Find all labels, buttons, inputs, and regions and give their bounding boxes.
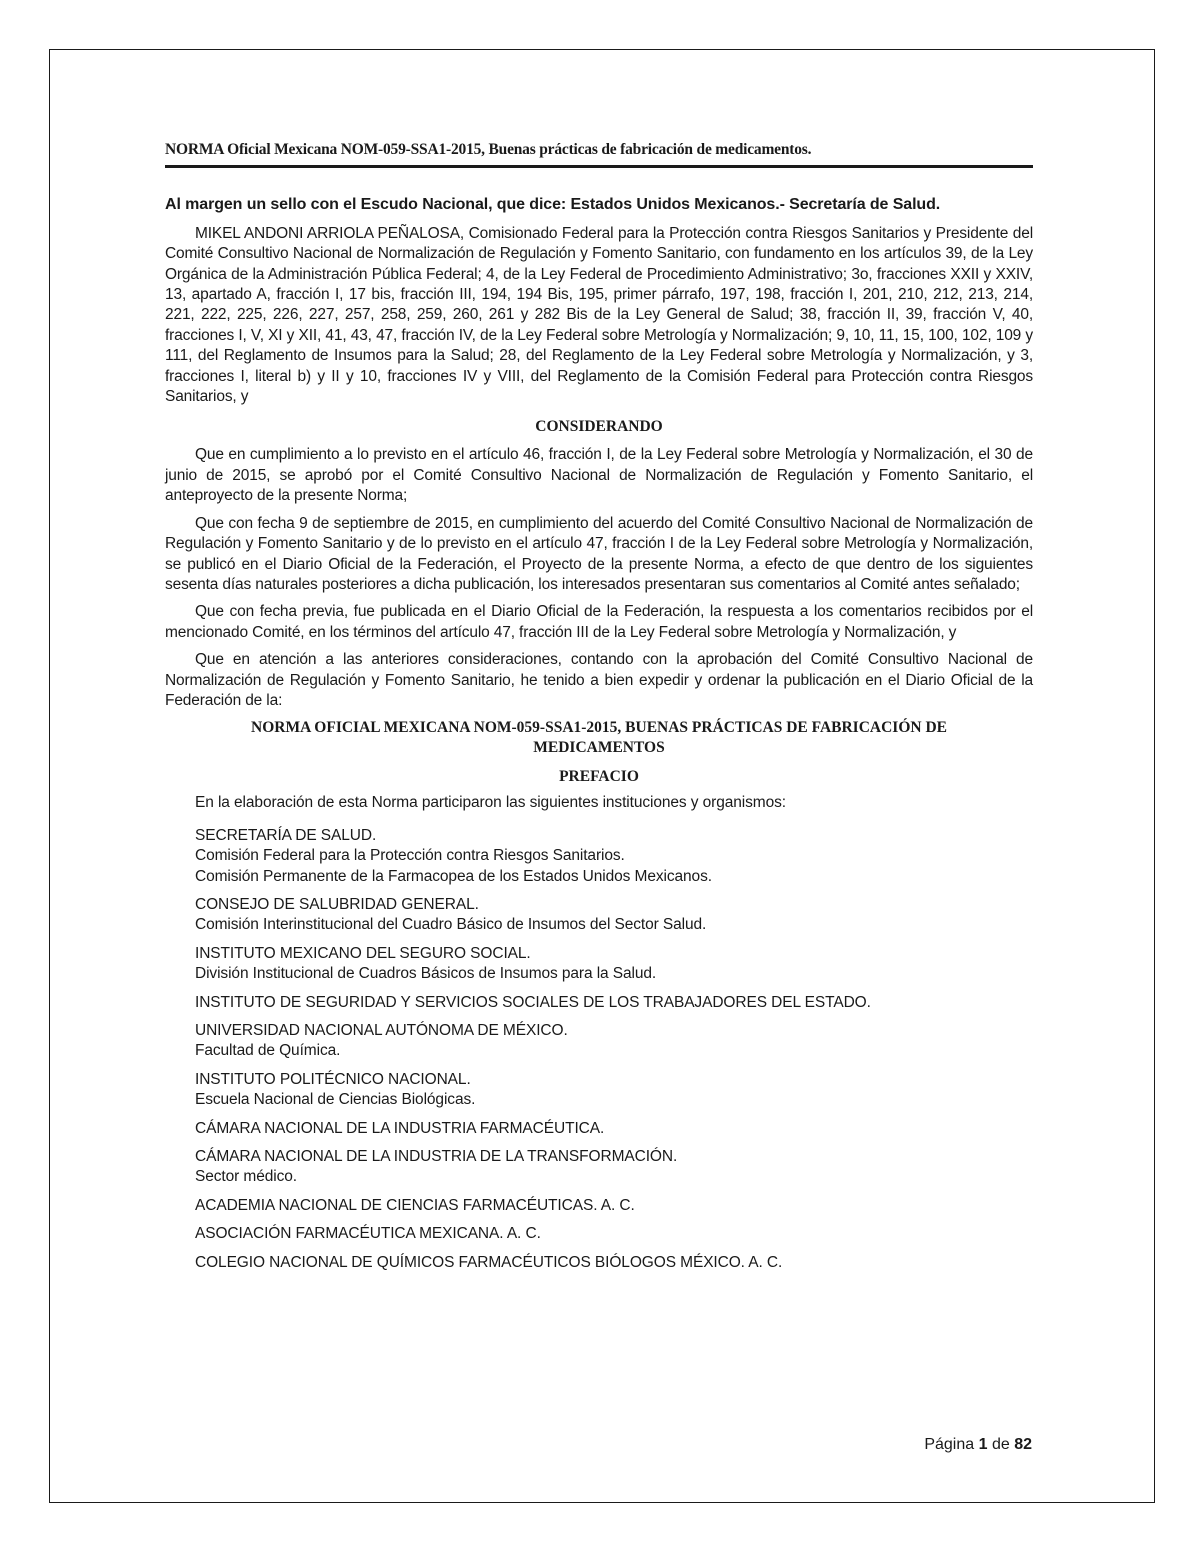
- institution-cnqfb: [165, 1253, 1033, 1273]
- total-pages: 82: [1014, 1436, 1032, 1453]
- institution-line: ACADEMIA NACIONAL DE CIENCIAS FARMACÉUTICAS. A. C.: [195, 1196, 635, 1214]
- institution-line: Comisión Federal para la Protección contra Riesgos Sanitarios.: [195, 847, 625, 865]
- institution-line: INSTITUTO POLITÉCNICO NACIONAL.: [195, 1070, 471, 1088]
- prefacio-heading: PREFACIO: [559, 768, 639, 786]
- institution-line: Sector médico.: [195, 1168, 297, 1186]
- institution-canifarma: [165, 1119, 1033, 1139]
- institution-line: INSTITUTO DE SEGURIDAD Y SERVICIOS SOCIALES DE LOS TRABAJADORES DEL ESTADO.: [195, 993, 871, 1011]
- institution-unam: [165, 1021, 1033, 1062]
- institution-afm: [165, 1224, 1033, 1244]
- seal-note: Al margen un sello con el Escudo Nacional, que dice: Estados Unidos Mexicanos.- Secretaría de Salud.: [165, 196, 941, 214]
- institution-line: SECRETARÍA DE SALUD.: [195, 826, 377, 844]
- institution-ipn: [165, 1070, 1033, 1111]
- document-body: [165, 140, 1033, 1273]
- institution-csg: [165, 895, 1033, 936]
- institution-issste: [165, 993, 1033, 1013]
- institution-imss: [165, 944, 1033, 985]
- institutions-list: [165, 826, 1033, 1273]
- institution-line: Comisión Permanente de la Farmacopea de los Estados Unidos Mexicanos.: [195, 867, 712, 885]
- prefacio-intro: En la elaboración de esta Norma participaron las siguientes instituciones y organismos:: [195, 794, 786, 812]
- preamble-paragraph: MIKEL ANDONI ARRIOLA PEÑALOSA, Comisionado Federal para la Protección contra Riesgos Sanitarios y Presidente del Comité Consultivo Nacional de Normalización de Regulación y Fomento Sanitario, con fundamento en los artículos 39, de la Ley Orgánica de la Administración Pública Federal; 4, de la Ley Federal de Procedimiento Administrativo; 3o, fracciones XXII y XXIV, 13, apartado A, fracción I, 17 bis, fracción III, 194, 194 Bis, 195, primer párrafo, 197, 198, fracción I, 201, 210, 212, 213, 214, 221, 222, 225, 226, 227, 257, 258, 259, 260, 261 y 282 Bis de la Ley General de Salud; 38, fracción II, 39, fracción V, 40, fracciones I, V, XI y XII, 41, 43, 47, fracción IV, de la Ley Federal sobre Metrología y Normalización; 9, 10, 11, 15, 100, 102, 109 y 111, del Reglamento de Insumos para la Salud; 28, del Reglamento de la Ley Federal sobre Metrología y Normalización, y 3, fracciones I, literal b) y II y 10, fracciones IV y VIII, del Reglamento de la Comisión Federal para Protección contra Riesgos Sanitarios, y: [165, 224, 1033, 406]
- institution-ancf: [165, 1196, 1033, 1216]
- institution-line: INSTITUTO MEXICANO DEL SEGURO SOCIAL.: [195, 944, 531, 962]
- page-word: Página: [924, 1436, 975, 1453]
- considerando-heading: CONSIDERANDO: [535, 418, 663, 436]
- institution-line: Facultad de Química.: [195, 1042, 341, 1060]
- institution-line: ASOCIACIÓN FARMACÉUTICA MEXICANA. A. C.: [195, 1225, 541, 1243]
- page-number: [924, 1436, 1032, 1454]
- institution-line: CONSEJO DE SALUBRIDAD GENERAL.: [195, 895, 479, 913]
- institution-line: CÁMARA NACIONAL DE LA INDUSTRIA FARMACÉUTICA.: [195, 1119, 605, 1137]
- considerando-paragraph-1: Que en cumplimiento a lo previsto en el artículo 46, fracción I, de la Ley Federal sobre Metrología y Normalización, el 30 de junio de 2015, se aprobó por el Comité Consultivo Nacional de Normalización de Regulación y Fomento Sanitario, el anteproyecto de la presente Norma;: [165, 446, 1033, 505]
- norm-title: [165, 718, 1033, 758]
- institution-line: CÁMARA NACIONAL DE LA INDUSTRIA DE LA TRANSFORMACIÓN.: [195, 1148, 678, 1166]
- current-page: 1: [978, 1436, 988, 1453]
- institution-line: División Institucional de Cuadros Básicos de Insumos para la Salud.: [195, 965, 657, 983]
- institution-line: Comisión Interinstitucional del Cuadro Básico de Insumos del Sector Salud.: [195, 916, 707, 934]
- of-word: de: [991, 1436, 1010, 1453]
- considerando-paragraph-2: Que con fecha 9 de septiembre de 2015, en cumplimiento del acuerdo del Comité Consultivo Nacional de Normalización de Regulación y Fomento Sanitario y de lo previsto en el artículo 47, fracción I de la Ley Federal sobre Metrología y Normalización, se publicó en el Diario Oficial de la Federación, el Proyecto de la presente Norma, a efecto de que dentro de los siguientes sesenta días naturales posteriores a dicha publicación, los interesados presentaran sus comentarios al Comité antes señalado;: [165, 514, 1033, 593]
- institution-line: COLEGIO NACIONAL DE QUÍMICOS FARMACÉUTICOS BIÓLOGOS MÉXICO. A. C.: [195, 1253, 783, 1271]
- norm-title-line-1: NORMA OFICIAL MEXICANA NOM-059-SSA1-2015, BUENAS PRÁCTICAS DE FABRICACIÓN DE: [251, 719, 947, 737]
- institution-ssa: [165, 826, 1033, 887]
- considerando-paragraph-4: Que en atención a las anteriores consideraciones, contando con la aprobación del Comité Consultivo Nacional de Normalización de Regulación y Fomento Sanitario, he tenido a bien expedir y ordenar la publicación en el Diario Oficial de la Federación de la:: [165, 651, 1033, 709]
- norm-title-line-2: MEDICAMENTOS: [533, 739, 665, 757]
- considerando-paragraph-3: Que con fecha previa, fue publicada en el Diario Oficial de la Federación, la respuesta a los comentarios recibidos por el mencionado Comité, en los términos del artículo 47, fracción III de la Ley Federal sobre Metrología y Normalización, y: [165, 603, 1033, 641]
- institution-canacintra: [165, 1147, 1033, 1188]
- institution-line: Escuela Nacional de Ciencias Biológicas.: [195, 1091, 476, 1109]
- institution-line: UNIVERSIDAD NACIONAL AUTÓNOMA DE MÉXICO.: [195, 1022, 568, 1039]
- running-header: NORMA Oficial Mexicana NOM-059-SSA1-2015, Buenas prácticas de fabricación de medicamentos.: [165, 140, 1033, 168]
